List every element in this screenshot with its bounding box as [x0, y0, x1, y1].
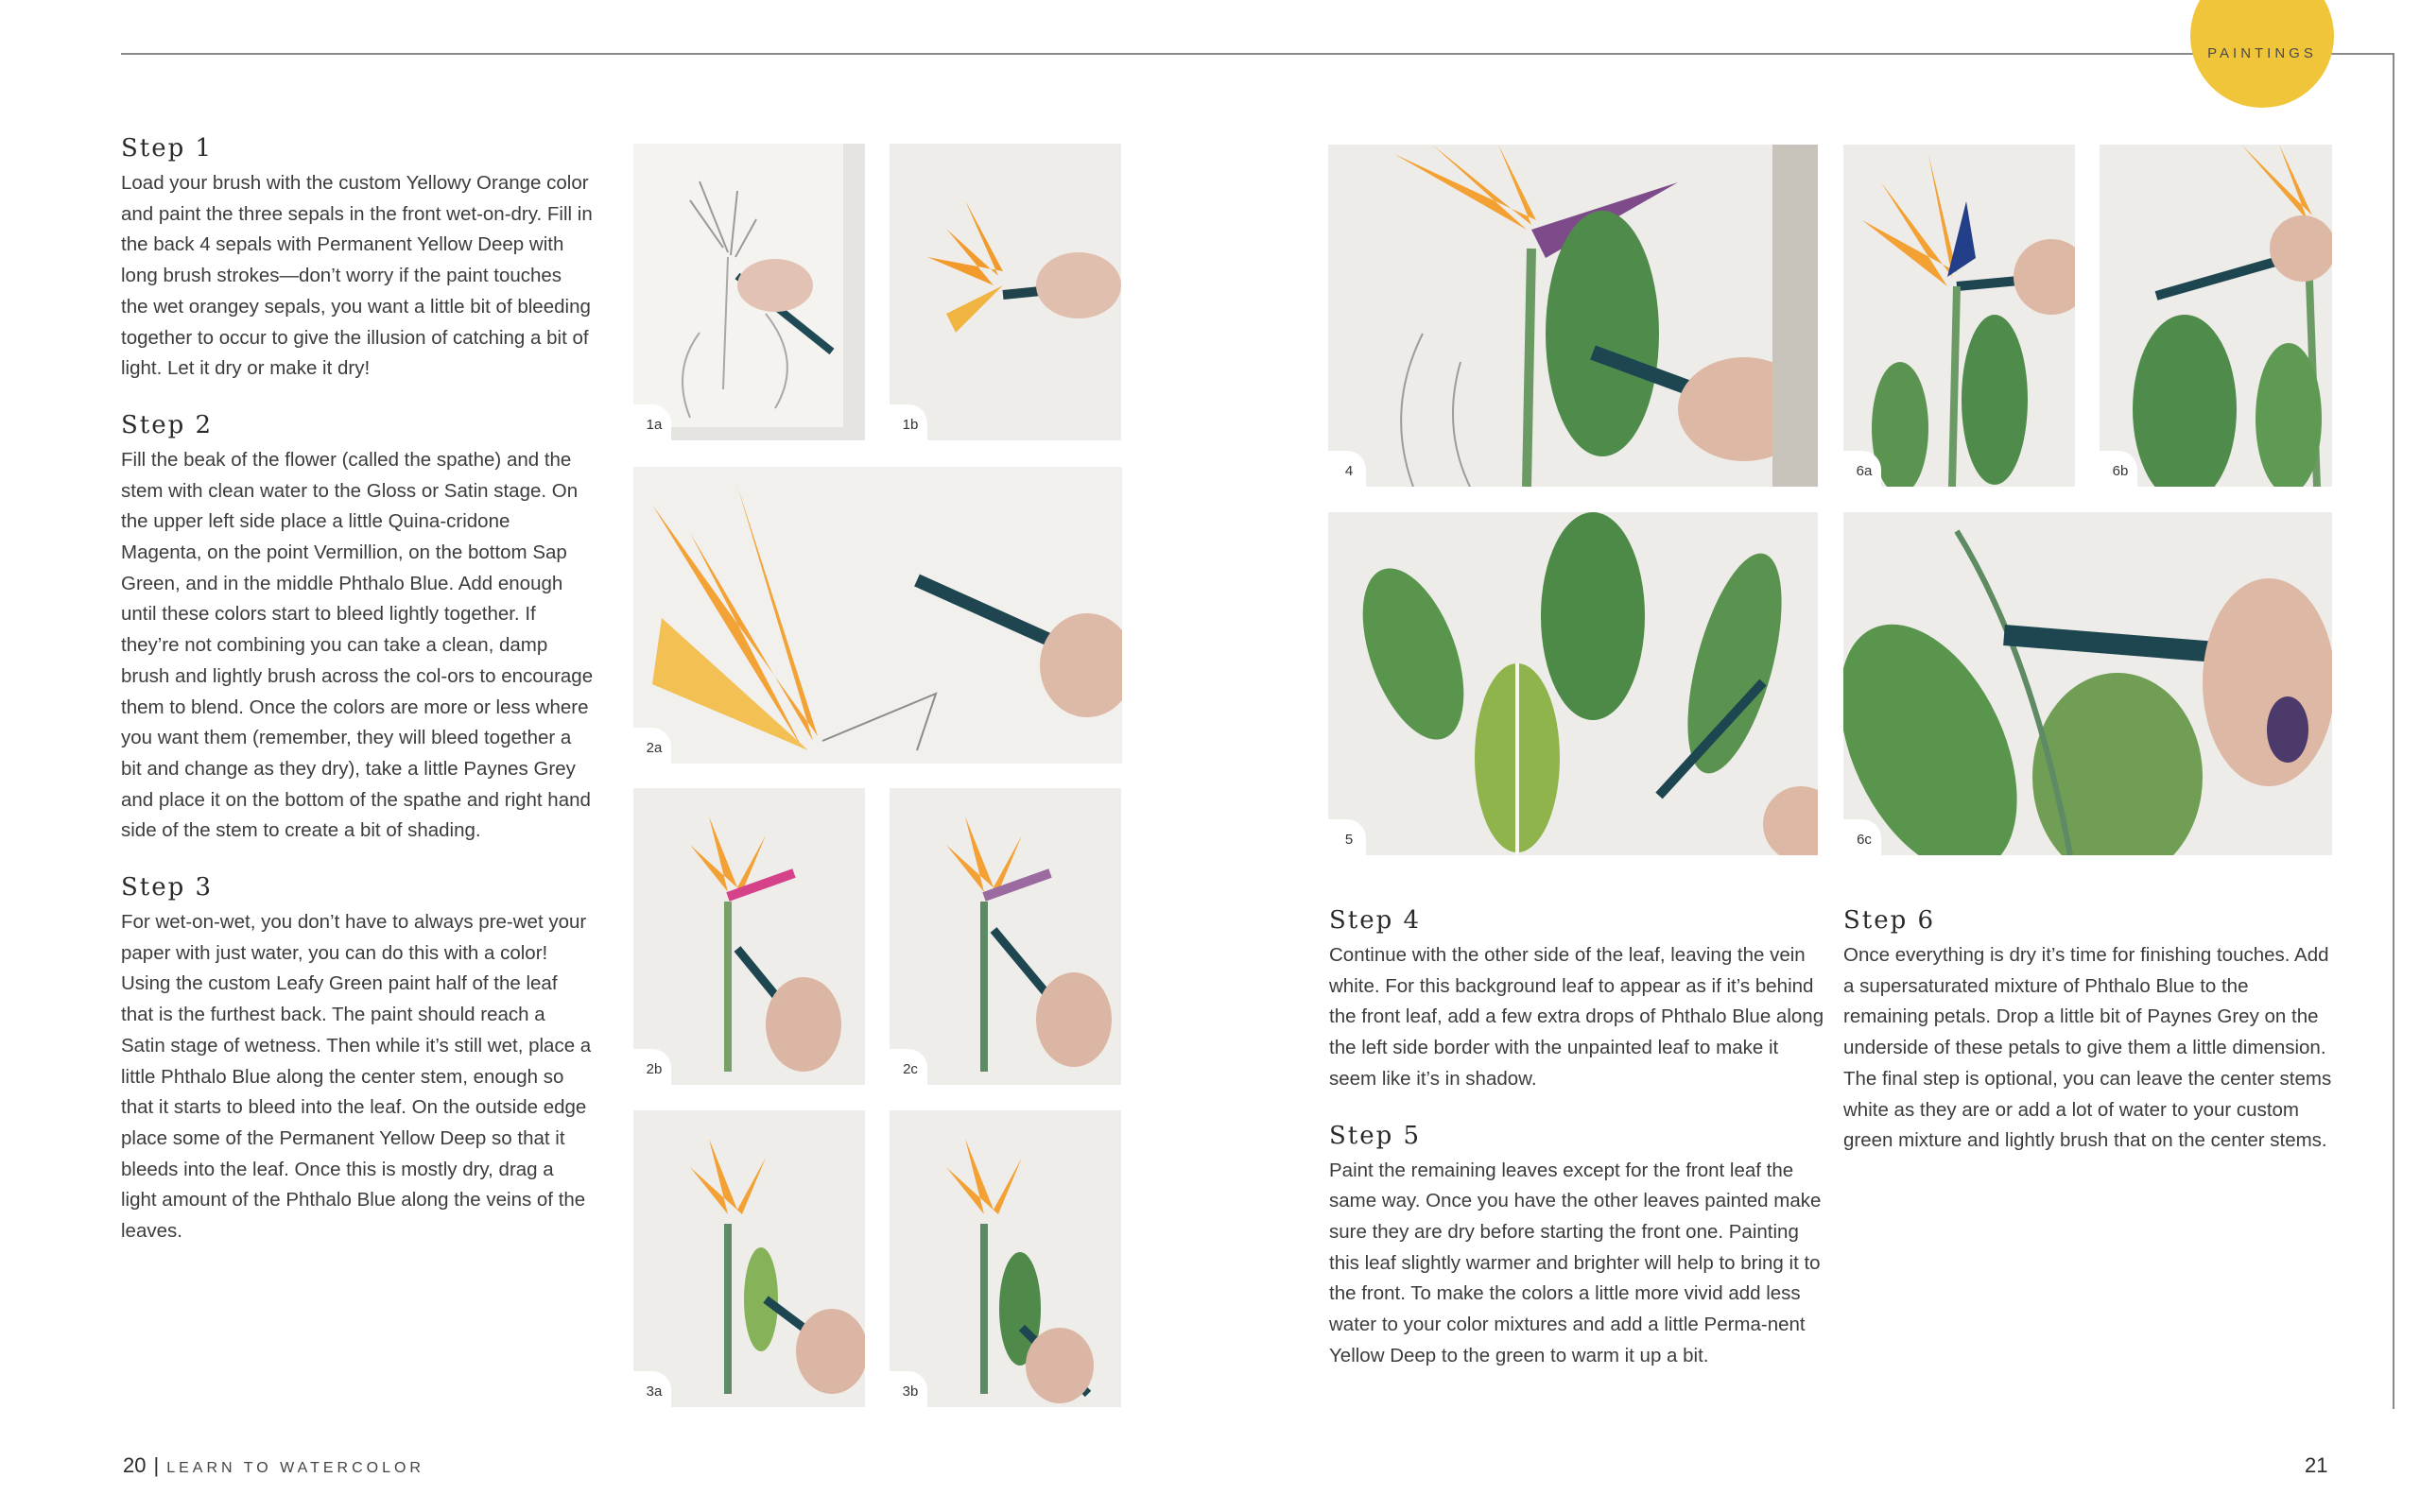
- photo-2b-label: 2b: [633, 1049, 671, 1085]
- photo-1a: [633, 144, 865, 440]
- photo-1a-label: 1a: [633, 404, 671, 440]
- photo-4: [1328, 145, 1818, 487]
- photo-5-label: 5: [1328, 819, 1366, 855]
- photo-2c: [890, 788, 1121, 1085]
- photo-1b-label: 1b: [890, 404, 927, 440]
- step-5-title: Step 5: [1329, 1121, 1422, 1150]
- photo-3a: [633, 1110, 865, 1407]
- right-page-number: 21: [2305, 1453, 2328, 1477]
- left-folio: [123, 1453, 424, 1478]
- step-1-title: Step 1: [121, 134, 214, 163]
- step-3-text: For wet-on-wet, you don’t have to always pre-wet your paper with just water, you can do this with a color! Using the custom Leafy Green paint half of the leaf that is the furthest back. The paint should reach a Satin stage of wetness. Then while it’s still wet, place a little Phthalo Blue along the center stem, enough so that it starts to bleed into the leaf. On the outside edge place some of the Permanent Yellow Deep so that it bleeds into the leaf. Once this is mostly dry, drag a light amount of the Phthalo Blue along the veins of the leaves.: [121, 911, 592, 1243]
- top-rule: [121, 53, 2394, 55]
- running-title: LEARN TO WATERCOLOR: [166, 1460, 424, 1476]
- photo-2b: [633, 788, 865, 1085]
- photo-2a: [633, 467, 1122, 764]
- photo-3b-label: 3b: [890, 1371, 927, 1407]
- photo-6a-label: 6a: [1843, 451, 1881, 487]
- left-page-number: 20: [123, 1453, 147, 1477]
- step-4-text: Continue with the other side of the leaf, leaving the vein white. For this background leaf to appear as if it’s behind the front leaf, add a few extra drops of Phthalo Blue along the left side border with the unpainted leaf to make it seem like it’s in shadow.: [1329, 944, 1824, 1090]
- right-rule: [2393, 53, 2394, 1409]
- photo-6b-label: 6b: [2100, 451, 2137, 487]
- step-3-title: Step 3: [121, 873, 214, 902]
- right-text-column-b: [1843, 906, 2335, 1183]
- photo-4-label: 4: [1328, 451, 1366, 487]
- step-6-text: Once everything is dry it’s time for finishing touches. Add a supersaturated mixture of Phthalo Blue to the remaining petals. Drop a little bit of Paynes Grey on the underside of these petals to give them a little dimension. The final step is optional, you can leave the center stems white as they are or add a lot of water to your custom green mixture and lightly brush that on the center stems.: [1843, 944, 2332, 1152]
- folio-separator: |: [153, 1453, 160, 1477]
- photo-6b: [2100, 145, 2332, 487]
- photo-2c-label: 2c: [890, 1049, 927, 1085]
- step-1-text: Load your brush with the custom Yellowy Orange color and paint the three sepals in the front wet-on-dry. Fill in the back 4 sepals with Permanent Yellow Deep with long brush strokes—don’t worry if the paint touches the wet orangey sepals, you want a little bit of bleeding together to occur to give the illusion of catching a bit of light. Let it dry or make it dry!: [121, 172, 593, 380]
- photo-3a-label: 3a: [633, 1371, 671, 1407]
- section-tab-label: PAINTINGS: [2207, 45, 2317, 61]
- photo-6c: [1843, 512, 2332, 855]
- step-5-text: Paint the remaining leaves except for the front leaf the same way. Once you have the other leaves painted make sure they are dry before starting the front one. Painting this leaf slightly warmer and brighter will help to bring it to the front. To make the colors a little more vivid add less water to your color mixtures and add a little Perma-nent Yellow Deep to the green to warm it up a bit.: [1329, 1159, 1822, 1366]
- step-2-title: Step 2: [121, 410, 214, 439]
- step-2-text: Fill the beak of the flower (called the spathe) and the stem with clean water to the Gloss or Satin stage. On the upper left side place a little Quina-cridone Magenta, on the point Vermillion, on the bottom Sap Green, and in the middle Phthalo Blue. Add enough until these colors start to bleed lightly together. If they’re not combining you can take a clean, damp brush and lightly brush across the col-ors to encourage them to blend. Once the colors are more or less where you want them (remember, they will bleed together a bit and change as they dry), take a little Paynes Grey and place it on the bottom of the spathe and right hand side of the stem to create a bit of shading.: [121, 448, 594, 842]
- step-6-title: Step 6: [1843, 906, 1936, 935]
- photo-2a-label: 2a: [633, 728, 671, 764]
- right-text-column-a: [1329, 906, 1825, 1398]
- left-text-column: [121, 134, 594, 1274]
- step-4-title: Step 4: [1329, 906, 1422, 935]
- photo-5: [1328, 512, 1818, 855]
- photo-3b: [890, 1110, 1121, 1407]
- photo-6a: [1843, 145, 2075, 487]
- photo-1b: [890, 144, 1121, 440]
- photo-6c-label: 6c: [1843, 819, 1881, 855]
